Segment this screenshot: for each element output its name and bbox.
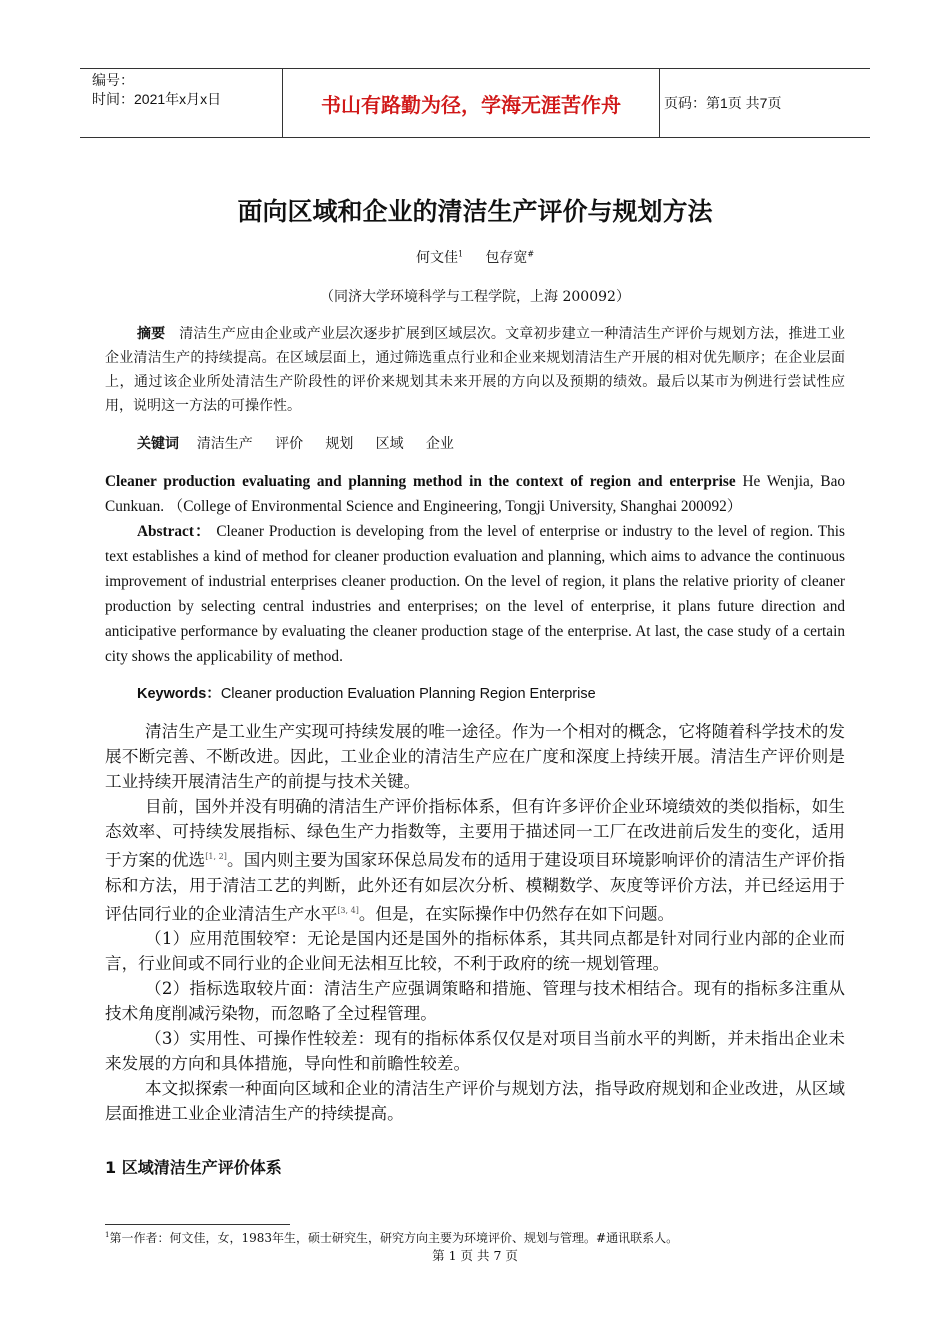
abstract-cn-label: 摘要	[137, 326, 166, 342]
header-motto: 书山有路勤为径，学海无涯苦作舟	[282, 69, 660, 137]
paragraph: 本文拟探索一种面向区域和企业的清洁生产评价与规划方法，指导政府规划和企业改进，从区域层面推进工业企业清洁生产的持续提高。	[105, 1079, 845, 1124]
paragraph	[105, 794, 845, 926]
abstract-cn-text: 清洁生产应由企业或产业层次逐步扩展到区域层次。文章初步建立一种清洁生产评价与规划方法，推进工业企业清洁生产的持续提高。在区域层面上，通过筛选重点行业和企业来规划清洁生产开展的相对优先顺序；在企业层面上，通过该企业所处清洁生产阶段性的评价来规划其未来开展的方向以及预期的绩效。最后以某市为例进行尝试性应用，说明这一方法的可操作性。	[105, 326, 845, 414]
citation: [3, 4]	[337, 905, 359, 915]
abstract-cn	[105, 322, 845, 418]
header-number: 编号：	[92, 72, 134, 88]
paper-authors	[0, 247, 950, 267]
header-time: 时间：2021年x月x日	[92, 91, 222, 107]
keyword: 规划	[325, 436, 354, 452]
paragraph: 清洁生产是工业生产实现可持续发展的唯一途径。作为一个相对的概念，它将随着科学技术的发展不断完善、不断改进。因此，工业企业的清洁生产应在广度和深度上持续开展。清洁生产评价则是工业持续开展清洁生产的前提与技术关键。	[105, 722, 845, 791]
author-1-sup: 1	[457, 249, 464, 259]
footnote	[105, 1229, 678, 1246]
english-abstract	[105, 519, 845, 669]
keyword: 评价	[275, 436, 304, 452]
english-title-block	[105, 469, 845, 519]
keyword: 清洁生产	[196, 436, 253, 452]
header-page-info: 页码：第1页 共7页	[664, 95, 782, 111]
english-title: Cleaner production evaluating and planning method in the context of region and enterprise	[105, 473, 736, 490]
citation: [1, 2]	[205, 852, 227, 861]
section-heading: 1 区域清洁生产评价体系	[105, 1158, 282, 1177]
paragraph: （1）应用范围较窄：无论是国内还是国外的指标体系，其共同点都是针对同行业内部的企业而言，行业间或不同行业的企业间无法相互比较，不利于政府的统一规划管理。	[105, 929, 845, 974]
header-meta	[80, 71, 292, 135]
author-2-sup: #	[527, 249, 535, 259]
english-abstract-label: Abstract：	[137, 523, 212, 540]
page-footer: 第 1 页 共 7 页	[432, 1248, 518, 1263]
paragraph-text: 。但是，在实际操作中仍然存在如下问题。	[358, 904, 675, 924]
body-text	[105, 719, 845, 1126]
paper-affiliation: （同济大学环境科学与工程学院，上海 200092）	[320, 289, 630, 305]
keyword: 企业	[425, 436, 454, 452]
paper-title: 面向区域和企业的清洁生产评价与规划方法	[237, 197, 713, 226]
footnote-mark: 1	[105, 1231, 110, 1239]
paragraph: （3）实用性、可操作性较差：现有的指标体系仅仅是对项目当前水平的判断，并未指出企业未来发展的方向和具体措施，导向性和前瞻性较差。	[105, 1029, 845, 1074]
english-abstract-text: Cleaner Production is developing from the level of enterprise or industry to the level of region. This text establishes a kind of method for cleaner production evaluation and planning, which aims to advance the continuous improvement of industrial enterprises cleaner production. On the level of region, it plans the relative priority of cleaner production by selecting central industries and enterprises; on the level of enterprise, it plans future direction and anticipative performance by evaluating the cleaner production stage of the enterprise. At last, the case study of a certain city shows the applicability of method.	[105, 523, 845, 665]
paragraph-text: 目前，国外并没有明确的清洁生产评价指标体系，但有许多评价企业环境绩效的类似指标，如生态效率、可持续发展指标、绿色生产力指数等，主要用于描述同一工厂在改进前后发生的变化，适用于方案的优选	[105, 797, 845, 870]
english-affiliation: （College of Environmental Science and Engineering, Tongji University, Shanghai 200092）	[167, 498, 743, 515]
author-1: 何文佳	[415, 250, 458, 266]
keywords-cn-label: 关键词	[137, 436, 179, 452]
paragraph: （2）指标选取较片面：清洁生产应强调策略和措施、管理与技术相结合。现有的指标多注重从技术角度削减污染物，而忽略了全过程管理。	[105, 979, 845, 1024]
footnote-divider	[105, 1224, 290, 1225]
keywords-cn	[105, 432, 845, 456]
english-keywords-text: Cleaner production Evaluation Planning Region Enterprise	[220, 686, 596, 702]
page-header	[80, 68, 870, 138]
english-keywords-label: Keywords：	[137, 686, 221, 702]
english-authors: He Wenjia, Bao Cunkuan.	[105, 473, 846, 515]
paragraph-text: 。国内则主要为国家环保总局发布的适用于建设项目环境影响评价的清洁生产评价指标和方法，用于清洁工艺的判断，此外还有如层次分析、模糊数学、灰度等评价方法，并已经运用于评估同行业的企业清洁生产水平	[105, 850, 846, 924]
footnote-text: 第一作者：何文佳，女，1983年生，硕士研究生，研究方向主要为环境评价、规划与管理。#通讯联系人。	[109, 1231, 679, 1245]
english-keywords	[105, 682, 877, 707]
keyword: 区域	[375, 436, 404, 452]
author-2: 包存宽	[485, 250, 528, 266]
